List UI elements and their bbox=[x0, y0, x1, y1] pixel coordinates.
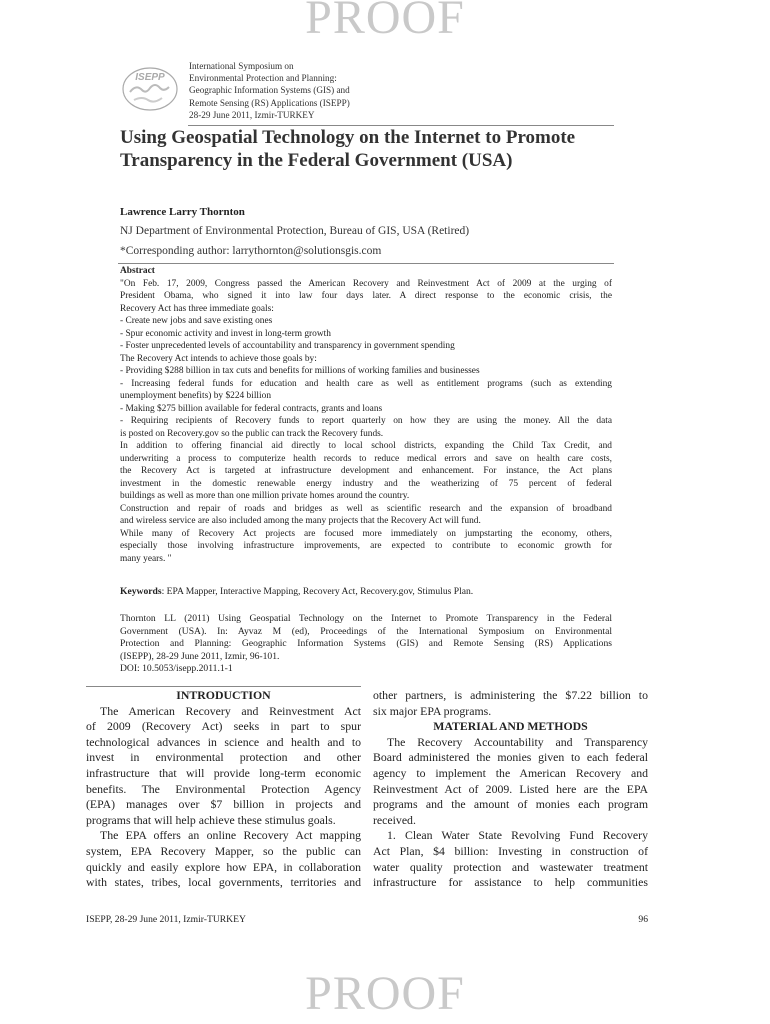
text-line: In addition to offering financial aid directly to local school districts, expanding the Child Tax Credit, and bbox=[120, 441, 612, 451]
text-line: underwriting a process to computerize health records to reduce medical errors and save on health care costs, bbox=[120, 453, 612, 464]
paper-title: Using Geospatial Technology on the Internet to Promote Transparency in the Federal Government (USA) bbox=[120, 127, 576, 171]
footer-conference: ISEPP, 28-29 June 2011, Izmir-TURKEY bbox=[86, 914, 246, 925]
text-line: While many of Recovery Act projects are focused more immediately on jumpstarting the economy, others, bbox=[120, 528, 612, 539]
text-line: - Requiring recipients of Recovery funds to report quarterly on how they are using the money. All the data bbox=[120, 416, 612, 426]
introduction-heading: INTRODUCTION bbox=[176, 688, 271, 702]
text-line: (EPA) manages over $7 billion in projects and bbox=[86, 797, 361, 812]
introduction-body bbox=[86, 704, 361, 891]
keywords-text: : EPA Mapper, Interactive Mapping, Recovery Act, Recovery.gov, Stimulus Plan. bbox=[161, 586, 474, 597]
text-line: - Foster unprecedented levels of accountability and transparency in government spending bbox=[120, 341, 455, 351]
citation-line: Government (USA). In: Ayvaz M (ed), Proceedings of the International Symposium on Environmental bbox=[120, 625, 612, 637]
text-line: many years. " bbox=[120, 553, 172, 564]
symposium-info bbox=[189, 60, 350, 121]
text-line: programs that will help achieve these stimulus goals. bbox=[86, 812, 336, 827]
text-line: "On Feb. 17, 2009, Congress passed the American Recovery and Reinvestment Act of 2009 at the urging of bbox=[120, 278, 612, 289]
text-line: Construction and repair of roads and bridges as well as scientific research and the expansion of broadband bbox=[120, 503, 612, 514]
text-line: the Recovery Act is targeted at infrastructure development and enhancement. For instance, the Act plans bbox=[120, 466, 612, 476]
text-line: Reinvestment Act of 2009. Listed here are the EPA bbox=[373, 781, 648, 796]
text-line: The American Recovery and Reinvestment Act bbox=[100, 703, 361, 718]
header-divider bbox=[188, 125, 614, 126]
text-line: investment in the domestic renewable energy industry and the weatherizing of 75 percent of federal bbox=[120, 478, 612, 489]
text-line: quickly and easily explore how EPA, in collaboration bbox=[86, 859, 361, 874]
text-line: The Recovery Act intends to achieve those goals by: bbox=[120, 353, 317, 364]
citation-line: Thornton LL (2011) Using Geospatial Technology on the Internet to Promote Transparency in the Federal bbox=[120, 613, 612, 624]
text-line: Act Plan, $4 billion: Investing in construction of bbox=[373, 843, 648, 858]
text-line: buildings as well as more than one million private homes around the country. bbox=[120, 491, 410, 501]
author-affiliation: NJ Department of Environmental Protection, Bureau of GIS, USA (Retired) bbox=[120, 225, 470, 237]
abstract-divider bbox=[118, 263, 614, 264]
text-line: infrastructure that will provide long-term economic bbox=[86, 765, 361, 780]
text-line: unemployment benefits) by $224 billion bbox=[120, 391, 272, 401]
text-line: and wireless service are also included among the many projects that the Recovery Act will fund. bbox=[120, 516, 481, 526]
right-column bbox=[373, 688, 648, 891]
keywords bbox=[120, 586, 612, 597]
proof-watermark-bottom: PROOF bbox=[305, 967, 465, 1020]
text-line: benefits. The Environmental Protection Agency bbox=[86, 781, 361, 796]
text-line: President Obama, who signed it into law four days later. A direct response to the economic crisis, the bbox=[120, 291, 612, 301]
isepp-logo bbox=[120, 62, 180, 112]
methods-body bbox=[373, 735, 648, 891]
methods-heading: MATERIAL AND METHODS bbox=[433, 719, 588, 734]
text-line: The Recovery Accountability and Transparency bbox=[387, 734, 648, 749]
text-line: - Create new jobs and save existing ones bbox=[120, 316, 273, 326]
text-line: - Increasing federal funds for education and health care as well as entitlement programs (such as extending bbox=[120, 378, 612, 389]
text-line: of 2009 (Recovery Act) seeks in part to spur bbox=[86, 719, 361, 734]
text-line: The EPA offers an online Recovery Act mapping bbox=[100, 828, 361, 843]
symposium-line: 28-29 June 2011, Izmir-TURKEY bbox=[189, 109, 315, 120]
intro-continued-line: six major EPA programs. bbox=[373, 703, 492, 718]
keywords-label: Keywords bbox=[120, 586, 162, 597]
symposium-line: Environmental Protection and Planning: bbox=[189, 73, 337, 84]
text-line: agency to implement the American Recovery and bbox=[373, 765, 648, 780]
text-line: invest in environmental protection and other bbox=[86, 750, 361, 765]
symposium-line: Remote Sensing (RS) Applications (ISEPP) bbox=[189, 97, 350, 108]
citation-doi: DOI: 10.5053/isepp.2011.1-1 bbox=[120, 663, 233, 674]
text-line: with states, tribes, local governments, territories and bbox=[86, 875, 361, 890]
introduction-column bbox=[86, 688, 361, 891]
abstract-body bbox=[120, 278, 612, 566]
text-line: - Making $275 billion available for federal contracts, grants and loans bbox=[120, 403, 383, 414]
logo-text: ISEPP bbox=[135, 72, 165, 83]
author-name: Lawrence Larry Thornton bbox=[120, 206, 245, 218]
text-line: - Spur economic activity and invest in long-term growth bbox=[120, 328, 331, 339]
column-divider bbox=[86, 686, 361, 687]
citation bbox=[120, 613, 612, 676]
text-line: Board administered the monies given to each federal bbox=[373, 750, 648, 765]
text-line: water quality protection and wastewater treatment bbox=[373, 859, 648, 874]
abstract bbox=[120, 265, 612, 565]
citation-line: Protection and Planning: Geographic Information Systems (GIS) and Remote Sensing (RS) Applications bbox=[120, 638, 612, 649]
intro-continued-line: other partners, is administering the $7.22 billion to bbox=[373, 688, 648, 702]
text-line: system, EPA Recovery Mapper, so the public can bbox=[86, 843, 361, 858]
abstract-heading: Abstract bbox=[120, 266, 155, 276]
proof-watermark-top: PROOF bbox=[305, 0, 465, 44]
text-line: 1. Clean Water State Revolving Fund Recovery bbox=[387, 828, 648, 843]
text-line: technological advances in science and health and to bbox=[86, 734, 361, 749]
text-line: especially those involving infrastructure improvements, are expected to contribute to economic growth for bbox=[120, 541, 612, 551]
text-line: infrastructure for assistance to help communities bbox=[373, 875, 648, 890]
corresponding-author: *Corresponding author: larrythornton@solutionsgis.com bbox=[120, 245, 382, 257]
text-line: programs and the amount of monies each program bbox=[373, 797, 648, 812]
symposium-line: International Symposium on bbox=[189, 61, 294, 71]
citation-line: (ISEPP), 28-29 June 2011, Izmir, 96-101. bbox=[120, 650, 280, 662]
symposium-line: Geographic Information Systems (GIS) and bbox=[189, 85, 350, 96]
text-line: received. bbox=[373, 812, 416, 827]
page-number: 96 bbox=[638, 914, 648, 925]
text-line: - Providing $288 billion in tax cuts and benefits for millions of working families and businesses bbox=[120, 366, 480, 376]
text-line: Recovery Act has three immediate goals: bbox=[120, 303, 274, 314]
text-line: is posted on Recovery.gov so the public can track the Recovery funds. bbox=[120, 428, 384, 439]
